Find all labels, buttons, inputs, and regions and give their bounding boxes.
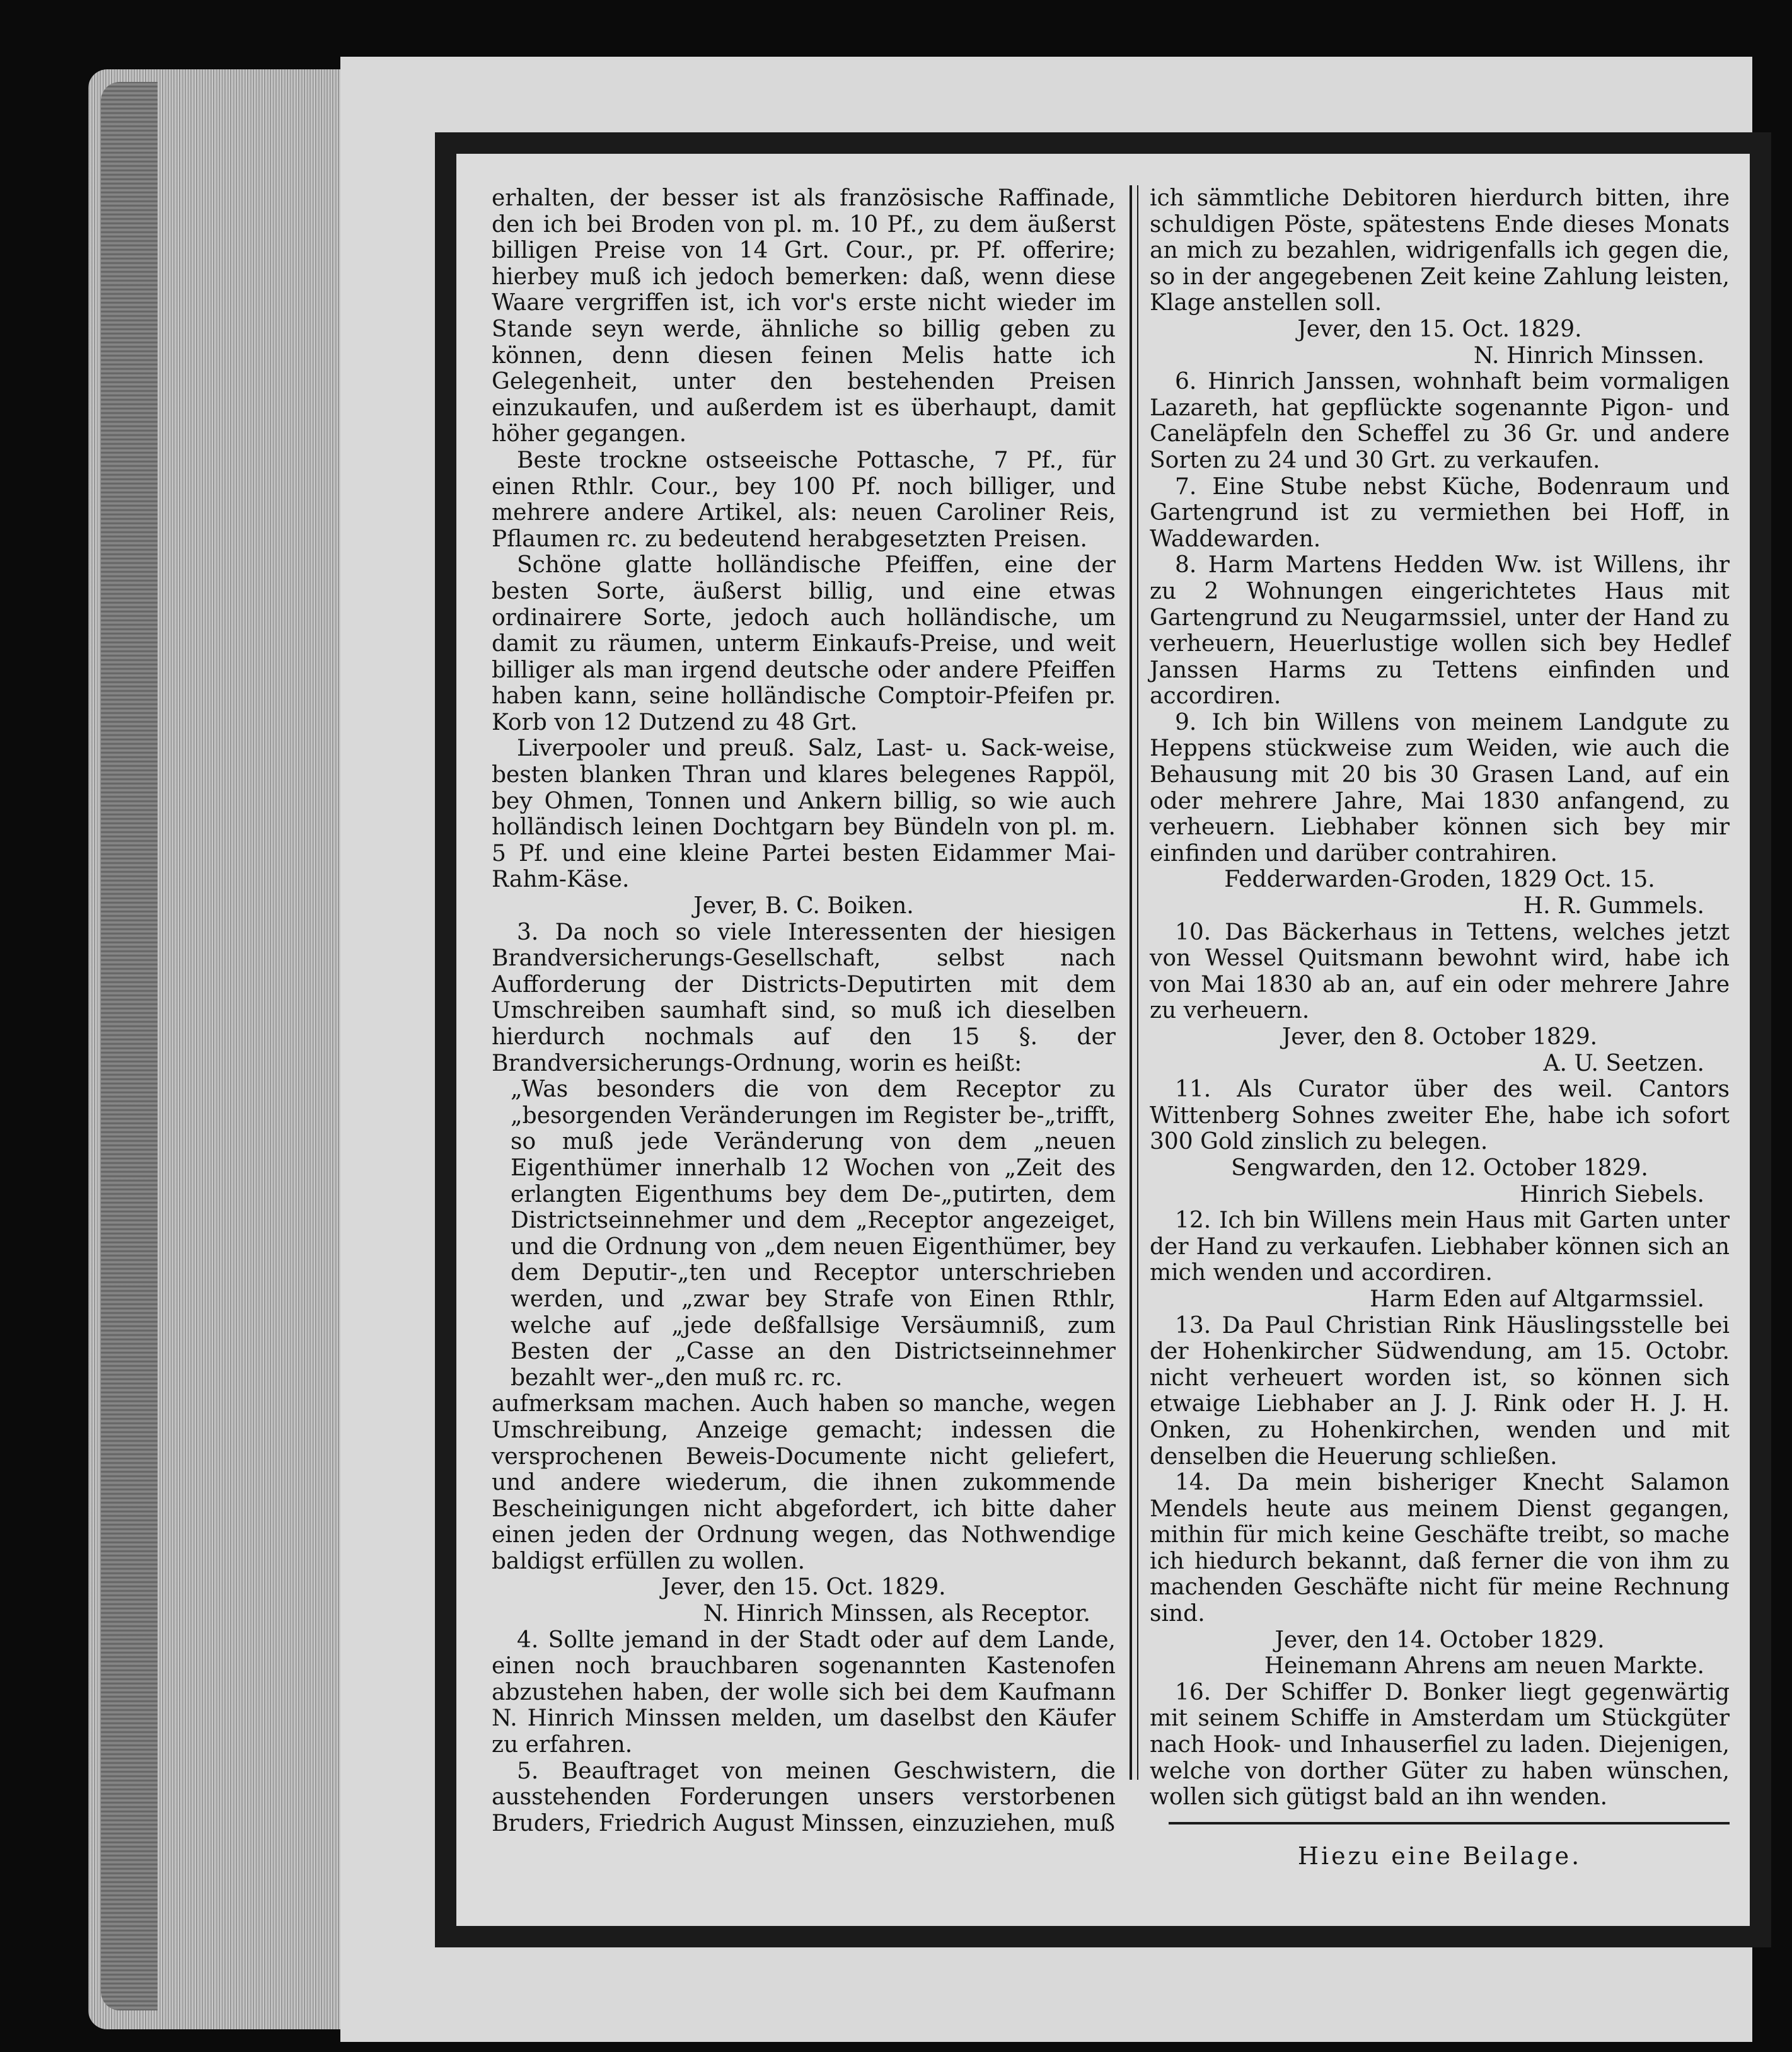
- supplement-note: Hiezu eine Beilage.: [1297, 1842, 1582, 1870]
- book-spine-shadow: [101, 82, 158, 2010]
- notice-16: 16. Der Schiffer D. Bonker liegt gegenwärtig mit seinem Schiffe in Amsterdam um Stückgüter nach Hook- und Inhauserfiel zu laden. Diejenigen, welche von dorther Güter zu haben wünschen, wollen sich gütigst bald an ihn wenden.: [1150, 1679, 1730, 1811]
- left-paragraph-2: Beste trockne ostseeische Pottasche, 7 Pf., für einen Rthlr. Cour., bey 100 Pf. noch billiger, und mehrere andere Artikel, als: neuen Caroliner Reis, Pflaumen rc. zu bedeutend herabgesetzten Preisen.: [492, 447, 1116, 552]
- notice-7: 7. Eine Stube nebst Küche, Bodenraum und Gartengrund ist zu vermiethen bei Hoff, in Waddewarden.: [1150, 473, 1730, 552]
- notice-14-signature: Heinemann Ahrens am neuen Markte.: [1264, 1653, 1704, 1680]
- notice-9-date: Fedderwarden-Groden, 1829 Oct. 15.: [1224, 867, 1655, 893]
- notice-8: 8. Harm Martens Hedden Ww. ist Willens, ihr zu 2 Wohnungen eingerichtetes Haus mit Gartengrund zu Neugarmssiel, unter der Hand zu verheuern, Heuerlustige wollen sich bey Hedlef Janssen Harms zu Tettens einfinden und accordiren.: [1150, 552, 1730, 710]
- notice-9: 9. Ich bin Willens von meinem Landgute zu Heppens stückweise zum Weiden, wie auch die Behausung mit 20 bis 30 Grasen Land, auf ein oder mehrere Jahre, Mai 1830 anfangend, zu verheuern. Liebhaber können sich bey mir einfinden und darüber contrahiren.: [1150, 709, 1730, 867]
- notice-5-signature: N. Hinrich Minssen.: [1473, 342, 1704, 369]
- notice-14-date: Jever, den 14. October 1829.: [1275, 1627, 1605, 1653]
- notice-9-signature: H. R. Gummels.: [1523, 893, 1704, 919]
- column-divider-thin: [1137, 185, 1138, 1780]
- right-column: [1150, 185, 1730, 1869]
- notice-10-signature: A. U. Seetzen.: [1543, 1050, 1704, 1076]
- text-area: [482, 185, 1730, 1893]
- notice-3: 3. Da noch so viele Interessenten der hiesigen Brandversicherungs-Gesellschaft, selbst nach Aufforderung der Districts-Deputirten mit dem Umschreiben saumhaft sind, so muß ich dieselben hierdurch nochmals auf den 15 §. der Brandversicherungs-Ordnung, worin es heißt:: [492, 919, 1116, 1076]
- left-column: [492, 185, 1116, 1836]
- notice-5-continued: ich sämmtliche Debitoren hierdurch bitten, ihre schuldigen Pöste, spätestens Ende dieses Monats an mich zu bezahlen, widrigenfalls ich gegen die, so in der angegebenen Zeit keine Zahlung leisten, Klage anstellen soll.: [1150, 185, 1730, 316]
- notice-10: 10. Das Bäckerhaus in Tettens, welches jetzt von Wessel Quitsmann bewohnt wird, habe ich von Mai 1830 ab an, auf ein oder mehrere Jahre zu verheuern.: [1150, 919, 1730, 1024]
- notice-11-date: Sengwarden, den 12. October 1829.: [1231, 1155, 1648, 1181]
- page-border-frame: [435, 132, 1771, 1947]
- notice-11: 11. Als Curator über des weil. Cantors Wittenberg Sohnes zweiter Ehe, habe ich sofort 300 Gold zinslich zu belegen.: [1150, 1076, 1730, 1155]
- notice-11-signature: Hinrich Siebels.: [1520, 1181, 1704, 1208]
- notice-12: 12. Ich bin Willens mein Haus mit Garten unter der Hand zu verkaufen. Liebhaber können sich an mich wenden und accordiren.: [1150, 1208, 1730, 1286]
- notice-5: 5. Beauftraget von meinen Geschwistern, die ausstehenden Forderungen unsers verstorbenen Bruders, Friedrich August Minssen, einzuziehen, muß: [492, 1758, 1116, 1836]
- notice-6: 6. Hinrich Janssen, wohnhaft beim vormaligen Lazareth, hat gepflückte sogenannte Pigon- und Caneläpfeln den Scheffel zu 36 Gr. und andere Sorten zu 24 und 30 Grt. zu verkaufen.: [1150, 369, 1730, 473]
- notice-3-date: Jever, den 15. Oct. 1829.: [661, 1574, 946, 1601]
- left-paragraph-1: erhalten, der besser ist als französische Raffinade, den ich bei Broden von pl. m. 10 Pf., zu dem äußerst billigen Preise von 14 Grt. Cour., pr. Pf. offerire; hierbey muß ich jedoch bemerken: daß, wenn diese Waare vergriffen ist, ich vor's erste nicht wieder im Stande seyn werde, ähnliche so billig geben zu können, denn diesen feinen Melis hatte ich Gelegenheit, unter den bestehenden Preisen einzukaufen, und außerdem ist es überhaupt, damit höher gegangen.: [492, 185, 1116, 447]
- notice-14: 14. Da mein bisheriger Knecht Salamon Mendels heute aus meinem Dienst gegangen, mithin für mich keine Geschäfte treibt, so mache ich hiedurch bekannt, daß ferner die von ihm zu machenden Geschäfte nicht für meine Rechnung sind.: [1150, 1470, 1730, 1627]
- closing-rule: [1169, 1822, 1730, 1824]
- left-paragraph-3: Schöne glatte holländische Pfeiffen, eine der besten Sorte, äußerst billig, und eine etwas ordinairere Sorte, jedoch auch holländische, um damit zu räumen, unterm Einkaufs-Preise, und weit billiger als man irgend deutsche oder andere Pfeiffen haben kann, seine holländische Comptoir-Pfeifen pr. Korb von 12 Dutzend zu 48 Grt.: [492, 552, 1116, 735]
- signature-boiken: Jever, B. C. Boiken.: [693, 893, 914, 919]
- notice-12-signature: Harm Eden auf Altgarmssiel.: [1370, 1286, 1704, 1312]
- notice-10-date: Jever, den 8. October 1829.: [1281, 1024, 1598, 1050]
- notice-3-signature: N. Hinrich Minssen, als Receptor.: [703, 1601, 1090, 1627]
- left-paragraph-4: Liverpooler und preuß. Salz, Last- u. Sack-weise, besten blanken Thran und klares belegenes Rappöl, bey Ohmen, Tonnen und Ankern billig, so wie auch holländisch leinen Dochtgarn bey Bündeln von pl. m. 5 Pf. und eine kleine Partei besten Eidammer Mai-Rahm-Käse.: [492, 735, 1116, 893]
- notice-3-quote: „Was besonders die von dem Receptor zu „besorgenden Veränderungen im Register be-„trifft, so muß jede Veränderung von dem „neuen Eigenthümer innerhalb 12 Wochen von „Zeit des erlangten Eigenthums bey dem De-„putirten, dem Districtseinnehmer und dem „Receptor angezeiget, und die Ordnung von „dem neuen Eigenthümer, bey dem Deputir-„ten und Receptor unterschrieben werden, und „zwar bey Strafe von Einen Rthlr, welche auf „jede deßfallsige Versäumniß, zum Besten der „Casse an den Districtseinnehmer bezahlt wer-„den muß rc. rc.: [511, 1076, 1116, 1391]
- notice-13: 13. Da Paul Christian Rink Häuslingsstelle bei der Hohenkircher Südwendung, am 15. Octobr. nicht verheuert worden ist, so können sich etwaige Liebhaber an J. J. Rink oder H. J. H. Onken, zu Hohenkirchen, wenden und mit denselben die Heuerung schließen.: [1150, 1312, 1730, 1470]
- column-divider: [1130, 185, 1132, 1780]
- notice-4: 4. Sollte jemand in der Stadt oder auf dem Lande, einen noch brauchbaren sogenannten Kastenofen abzustehen haben, der wolle sich bei dem Kaufmann N. Hinrich Minssen melden, um daselbst den Käufer zu erfahren.: [492, 1627, 1116, 1758]
- notice-5-date: Jever, den 15. Oct. 1829.: [1297, 316, 1582, 342]
- notice-3-continued: aufmerksam machen. Auch haben so manche, wegen Umschreibung, Anzeige gemacht; indessen die versprochenen Beweis-Documente nicht geliefert, und andere wiederum, die ihnen zukommende Bescheinigungen nicht abgefordert, ich bitte daher einen jeden der Ordnung wegen, das Nothwendige baldigst erfüllen zu wollen.: [492, 1391, 1116, 1574]
